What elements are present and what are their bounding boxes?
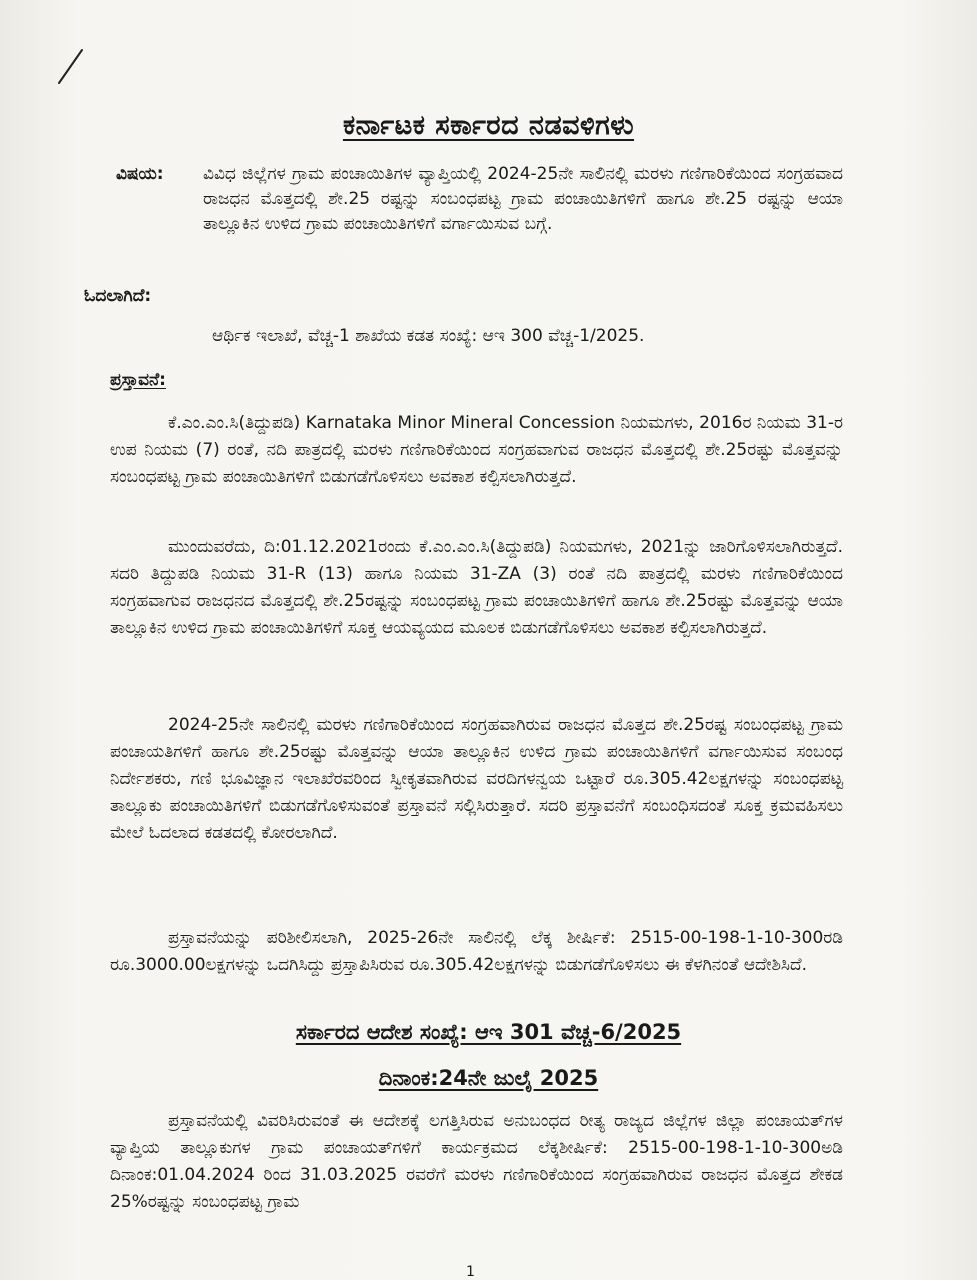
subject-label: ವಿಷಯ: [116, 164, 164, 184]
preamble-paragraph-1: ಕೆ.ಎಂ.ಎಂ.ಸಿ(ತಿದ್ದುಪಡಿ) Karnataka Minor Mineral Concession ನಿಯಮಗಳು, 2016ರ ನಿಯಮ 31-ರ ಉಪ ನಿಯಮ (7) ರಂತೆ, ನದಿ ಪಾತ್ರದಲ್ಲಿ ಮರಳು ಗಣಿಗಾರಿಕೆಯಿಂದ ಸಂಗ್ರಹವಾಗುವ ರಾಜಧನ ಮೊತ್ತದಲ್ಲಿ ಶೇ.25ರಷ್ಟು ಮೊತ್ತವನ್ನು ಸಂಬಂಧಪಟ್ಟ ಗ್ರಾಮ ಪಂಚಾಯಿತಿಗಳಿಗೆ ಬಿಡುಗಡೆಗೊಳಿಸಲು ಅವಕಾಶ ಕಲ್ಪಿಸಲಾಗಿರುತ್ತದೆ. [110, 413, 843, 487]
pen-stroke-mark [56, 48, 84, 86]
read-label: ಓದಲಾಗಿದೆ: [84, 286, 152, 306]
order-number: ಸರ್ಕಾರದ ಆದೇಶ ಸಂಖ್ಯೆ: ಆಇ 301 ವೆಚ್ಚ-6/2025 [295, 1020, 682, 1044]
preamble-paragraph-3: 2024-25ನೇ ಸಾಲಿನಲ್ಲಿ ಮರಳು ಗಣಿಗಾರಿಕೆಯಿಂದ ಸಂಗ್ರಹವಾಗಿರುವ ರಾಜಧನ ಮೊತ್ತದ ಶೇ.25ರಷ್ಟ ಸಂಬಂಧಪಟ್ಟ ಗ್ರಾಮ ಪಂಚಾಯತಿಗಳಿಗೆ ಹಾಗೂ ಶೇ.25ರಷ್ಟು ಮೊತ್ತವನ್ನು ಆಯಾ ತಾಲ್ಲೂಕಿನ ಉಳಿದ ಗ್ರಾಮ ಪಂಚಾಯಿತಿಗಳಿಗೆ ವರ್ಗಾಯಿಸುವ ಸಂಬಂಧ ನಿರ್ದೇಶಕರು, ಗಣಿ ಭೂವಿಜ್ಞಾನ ಇಲಾಖೆರವರಿಂದ ಸ್ವೀಕೃತವಾಗಿರುವ ವರದಿಗಳನ್ವಯ ಒಟ್ಟಾರೆ ರೂ.305.42ಲಕ್ಷಗಳನ್ನು ಸಂಬಂಧಪಟ್ಟ ತಾಲ್ಲೂಕು ಪಂಚಾಯಿತಿಗಳಿಗೆ ಬಿಡುಗಡೆಗೊಳಿಸುವಂತೆ ಪ್ರಸ್ತಾವನೆ ಸಲ್ಲಿಸಿರುತ್ತಾರೆ. ಸದರಿ ಪ್ರಸ್ತಾವನೆಗೆ ಸಂಬಂಧಿಸದಂತೆ ಸೂಕ್ತ ಕ್ರಮವಹಿಸಲು ಮೇಲೆ ಓದಲಾದ ಕಡತದಲ್ಲಿ ಕೋರಲಾಗಿದೆ. [110, 715, 843, 843]
order-date: ದಿನಾಂಕ:24ನೇ ಜುಲೈ 2025 [378, 1066, 599, 1090]
read-reference: ಆರ್ಥಿಕ ಇಲಾಖೆ, ವೆಚ್ಚ-1 ಶಾಖೆಯ ಕಡತ ಸಂಖ್ಯೆ: ಆಇ 300 ವೆಚ್ಚ-1/2025. [212, 326, 645, 346]
preamble-paragraph-4: ಪ್ರಸ್ತಾವನೆಯನ್ನು ಪರಿಶೀಲಿಸಲಾಗಿ, 2025-26ನೇ ಸಾಲಿನಲ್ಲಿ ಲೆಕ್ಕ ಶೀರ್ಷಿಕೆ: 2515-00-198-1-10-300ರಡಿ ರೂ.3000.00ಲಕ್ಷಗಳನ್ನು ಒದಗಿಸಿದ್ದು ಪ್ರಸ್ತಾಪಿಸಿರುವ ರೂ.305.42ಲಕ್ಷಗಳನ್ನು ಬಿಡುಗಡೆಗೊಳಿಸಲು ಈ ಕೆಳಗಿನಂತೆ ಆದೇಶಿಸಿದೆ. [110, 928, 843, 975]
document-title: ಕರ್ನಾಟಕ ಸರ್ಕಾರದ ನಡವಳಿಗಳು [342, 110, 635, 141]
preamble-paragraph-2: ಮುಂದುವರೆದು, ದಿ:01.12.2021ರಂದು ಕೆ.ಎಂ.ಎಂ.ಸಿ(ತಿದ್ದುಪಡಿ) ನಿಯಮಗಳು, 2021ನ್ನು ಜಾರಿಗೊಳಿಸಲಾಗಿರುತ್ತದೆ. ಸದರಿ ತಿದ್ದುಪಡಿ ನಿಯಮ 31-R (13) ಹಾಗೂ ನಿಯಮ 31-ZA (3) ರಂತೆ ನದಿ ಪಾತ್ರದಲ್ಲಿ ಮರಳು ಗಣಿಗಾರಿಕೆಯಿಂದ ಸಂಗ್ರಹವಾಗುವ ರಾಜಧನದ ಮೊತ್ತದಲ್ಲಿ ಶೇ.25ರಷ್ಟನ್ನು ಸಂಬಂಧಪಟ್ಟ ಗ್ರಾಮ ಪಂಚಾಯಿತಿಗಳಿಗೆ ಹಾಗೂ ಶೇ.25ರಷ್ಟು ಮೊತ್ತವನ್ನು ಆಯಾ ತಾಲ್ಲೂಕಿನ ಉಳಿದ ಗ್ರಾಮ ಪಂಚಾಯಿತಿಗಳಿಗೆ ಸೂಕ್ತ ಆಯವ್ಯಯದ ಮೂಲಕ ಬಿಡುಗಡೆಗೊಳಿಸಲು ಅವಕಾಶ ಕಲ್ಪಿಸಲಾಗಿರುತ್ತದೆ. [110, 537, 843, 638]
subject-text: ವಿವಿಧ ಜಿಲ್ಲೆಗಳ ಗ್ರಾಮ ಪಂಚಾಯಿತಿಗಳ ವ್ಯಾಪ್ತಿಯಲ್ಲಿ 2024-25ನೇ ಸಾಲಿನಲ್ಲಿ ಮರಳು ಗಣಿಗಾರಿಕೆಯಿಂದ ಸಂಗ್ರಹವಾದ ರಾಜಧನ ಮೊತ್ತದಲ್ಲಿ ಶೇ.25 ರಷ್ಟನ್ನು ಸಂಬಂಧಪಟ್ಟ ಗ್ರಾಮ ಪಂಚಾಯಿತಿಗಳಿಗೆ ಹಾಗೂ ಶೇ.25 ರಷ್ಟನ್ನು ಆಯಾ ತಾಲ್ಲೂಕಿನ ಉಳಿದ ಗ್ರಾಮ ಪಂಚಾಯಿತಿಗಳಿಗೆ ವರ್ಗಾಯಿಸುವ ಬಗ್ಗೆ. [203, 164, 843, 234]
preamble-label: ಪ್ರಸ್ತಾವನೆ: [110, 370, 166, 390]
order-paragraph: ಪ್ರಸ್ತಾವನೆಯಲ್ಲಿ ವಿವರಿಸಿರುವಂತೆ ಈ ಆದೇಶಕ್ಕೆ ಲಗತ್ತಿಸಿರುವ ಅನುಬಂಧದ ರೀತ್ಯ ರಾಜ್ಯದ ಜಿಲ್ಲೆಗಳ ಜಿಲ್ಲಾ ಪಂಚಾಯತ್‌ಗಳ ವ್ಯಾಪ್ತಿಯ ತಾಲ್ಲೂಕುಗಳ ಗ್ರಾಮ ಪಂಚಾಯತ್‌ಗಳಿಗೆ ಕಾರ್ಯಕ್ರಮದ ಲೆಕ್ಕಶೀರ್ಷಿಕೆ: 2515-00-198-1-10-300ಅಡಿ ದಿನಾಂಕ:01.04.2024 ರಿಂದ 31.03.2025 ರವರೆಗೆ ಮರಳು ಗಣಿಗಾರಿಕೆಯಿಂದ ಸಂಗ್ರಹವಾಗಿರುವ ರಾಜಧನ ಮೊತ್ತದ ಶೇಕಡ 25%ರಷ್ಟನ್ನು ಸಂಬಂಧಪಟ್ಟ ಗ್ರಾಮ [110, 1111, 843, 1212]
page-number: 1 [466, 1264, 475, 1280]
